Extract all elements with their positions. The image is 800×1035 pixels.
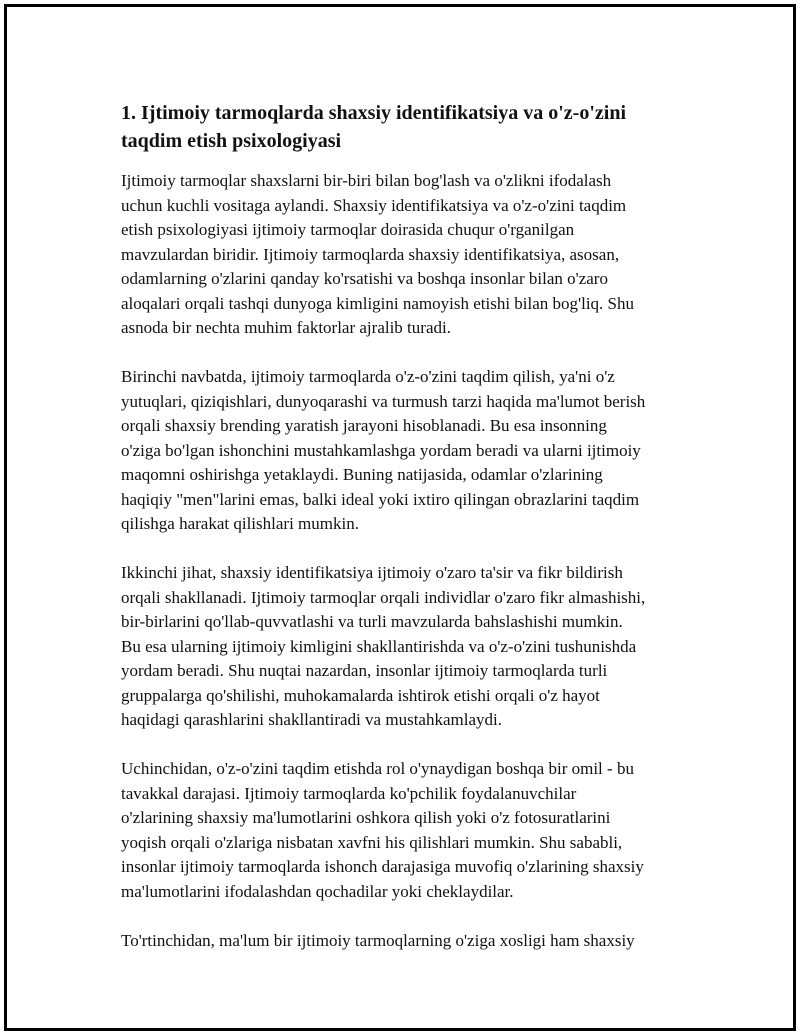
text-line: ma'lumotlarini ifodalashdan qochadilar yoki cheklaydilar. — [121, 881, 514, 901]
text-line: Ikkinchi jihat, shaxsiy identifikatsiya ijtimoiy o'zaro ta'sir va fikr bildirish — [121, 563, 623, 582]
text-line: yoqish orqali o'zlariga nisbatan xavfni his qilishlari mumkin. Shu sababli, — [121, 832, 623, 852]
text-line: bir-birlarini qo'llab-quvvatlashi va turli mavzularda bahslashishi mumkin. — [121, 612, 623, 631]
text-line: insonlar ijtimoiy tarmoqlarda ishonch darajasiga muvofiq o'zlarining shaxsiy — [121, 857, 644, 876]
text-line: yutuqlari, qiziqishlari, dunyoqarashi va turmush tarzi haqida ma'lumot berish — [121, 391, 646, 411]
paragraph-2 — [121, 365, 701, 537]
text-line: orqali shakllanadi. Ijtimoiy tarmoqlar orqali individlar o'zaro fikr almashishi, — [121, 587, 646, 607]
text-line: haqidagi qarashlarini shakllantiradi va mustahkamlaydi. — [121, 710, 502, 729]
text-line: mavzulardan biridir. Ijtimoiy tarmoqlarda shaxsiy identifikatsiya, asosan, — [121, 244, 620, 264]
paragraph-5 — [121, 929, 701, 954]
paragraph-1 — [121, 169, 701, 341]
page-frame — [4, 4, 796, 1031]
paragraph-4 — [121, 757, 701, 904]
text-line: asnoda bir nechta muhim faktorlar ajralib turadi. — [121, 318, 451, 337]
text-line: Bu esa ularning ijtimoiy kimligini shakllantirishda va o'z-o'zini tushunishda — [121, 636, 637, 656]
document-body — [121, 99, 701, 978]
text-line: haqiqiy "men"larini emas, balki ideal yoki ixtiro qilingan obrazlarini taqdim — [121, 489, 640, 509]
text-line: etish psixologiyasi ijtimoiy tarmoqlar doirasida chuqur o'rganilgan — [121, 220, 575, 239]
text-line: tavakkal darajasi. Ijtimoiy tarmoqlarda ko'pchilik foydalanuvchilar — [121, 783, 577, 803]
text-line: maqomni oshirishga yetaklaydi. Buning natijasida, odamlar o'zlarining — [121, 465, 603, 484]
paragraph-3 — [121, 561, 701, 733]
heading-line: 1. Ijtimoiy tarmoqlarda shaxsiy identifikatsiya va o'z-o'zini — [121, 102, 626, 124]
text-line: Birinchi navbatda, ijtimoiy tarmoqlarda o'z-o'zini taqdim qilish, ya'ni o'z — [121, 367, 615, 386]
text-line: Uchinchidan, o'z-o'zini taqdim etishda rol o'ynaydigan boshqa bir omil - bu — [121, 759, 634, 778]
text-line: o'zlarining shaxsiy ma'lumotlarini oshkora qilish yoki o'z fotosuratlarini — [121, 808, 611, 827]
text-line: aloqalari orqali tashqi dunyoga kimligini namoyish etishi bilan bog'liq. Shu — [121, 293, 635, 313]
text-line: gruppalarga qo'shilishi, muhokamalarda ishtirok etishi orqali o'z hayot — [121, 685, 600, 705]
text-line: orqali shaxsiy brending yaratish jarayoni hisoblanadi. Bu esa insonning — [121, 416, 607, 435]
text-line: Ijtimoiy tarmoqlar shaxslarni bir-biri bilan bog'lash va o'zlikni ifodalash — [121, 171, 612, 190]
text-line: yordam beradi. Shu nuqtai nazardan, insonlar ijtimoiy tarmoqlarda turli — [121, 661, 608, 680]
heading-line: taqdim etish psixologiyasi — [121, 130, 342, 152]
text-line: To'rtinchidan, ma'lum bir ijtimoiy tarmoqlarning o'ziga xosligi ham shaxsiy — [121, 930, 635, 950]
text-line: qilishga harakat qilishlari mumkin. — [121, 514, 359, 533]
section-heading — [121, 99, 701, 155]
text-line: o'ziga bo'lgan ishonchini mustahkamlashga yordam beradi va ularni ijtimoiy — [121, 440, 641, 460]
text-line: uchun kuchli vositaga aylandi. Shaxsiy identifikatsiya va o'z-o'zini taqdim — [121, 195, 627, 215]
text-line: odamlarning o'zlarini qanday ko'rsatishi va boshqa insonlar bilan o'zaro — [121, 269, 608, 288]
